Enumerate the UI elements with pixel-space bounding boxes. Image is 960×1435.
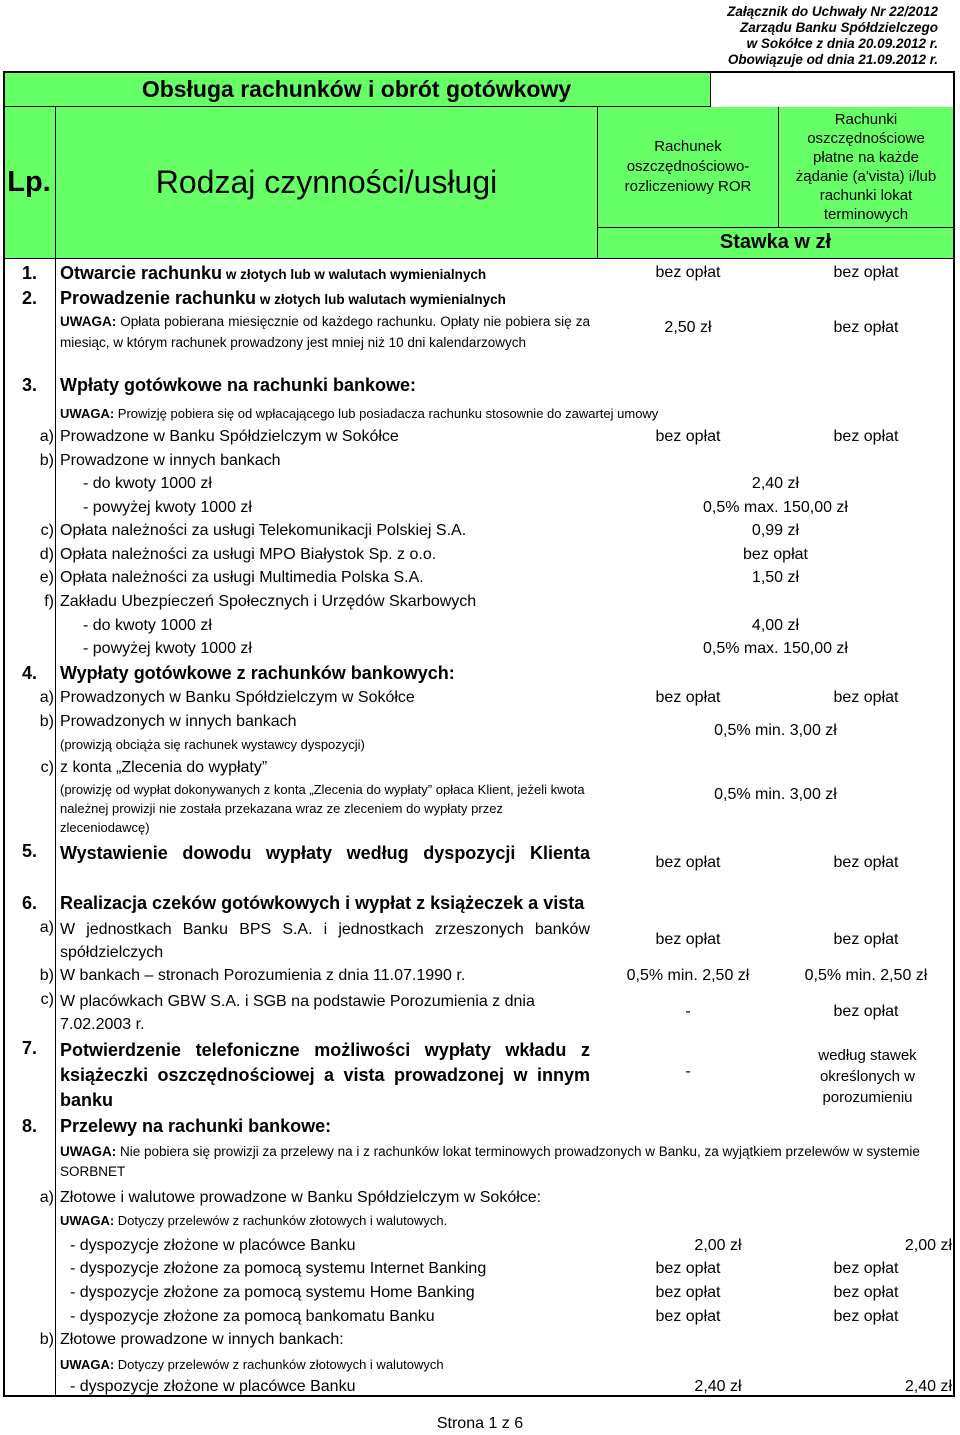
section-number: 5. [22,841,38,861]
item-letter: c) [40,991,54,1008]
subitem-label: - dyspozycje złożone w placówce Banku [70,1237,356,1254]
ror-value: bez opłat [655,1284,721,1301]
item-label: Opłata należności za usługi Telekomunikacji Polskiej S.A. [60,522,467,539]
note-text: Opłata pobierana miesięcznie od każdego rachunku. Opłaty nie pobiera się za miesiąc, w którym rachunek prowadzony jest mniej niż 10 dni kalendarzowych [60,314,590,350]
note-text: Prowizję pobiera się od wpłacającego lub posiadacza rachunku stosownie do zawartej umowy [114,406,659,421]
section-title: Wypłaty gotówkowe z rachunków bankowych: [60,663,455,683]
annex-note [727,4,938,68]
ror-value: 2,40 zł [694,1378,742,1395]
rate-value: 1,50 zł [751,569,800,586]
rate-value: 0,5% max. 150,00 zł [703,640,848,657]
item-letter: c) [40,522,54,539]
item-label: Opłata należności za usługi Multimedia Polska S.A. [60,569,424,586]
note-label: UWAGA: [60,314,117,329]
ror-value: bez opłat [655,1308,721,1325]
subitem-label: - dyspozycje złożone za pomocą systemu Home Banking [70,1284,475,1301]
savings-value: bez opłat [833,854,899,871]
section-title: Wpłaty gotówkowe na rachunki bankowe: [60,375,417,395]
ror-value: bez opłat [655,854,721,871]
subitem-label: - powyżej kwoty 1000 zł [83,499,252,516]
item-label: Prowadzone w innych bankach [60,452,281,469]
item-label: Opłata należności za usługi MPO Białystok Sp. z o.o. [60,546,437,563]
item-label: Zakładu Ubezpieczeń Społecznych i Urzędów Skarbowych [60,593,477,610]
ror-value: 2,00 zł [694,1237,742,1254]
item-sublabel: (prowizją obciąża się rachunek wystawcy dyspozycji) [60,737,365,752]
column-header-savings-text: Rachunki oszczędnościowe płatne na każde żądanie (a'vista) i/lub rachunki lokat terminowych [795,111,937,223]
item-letter: b) [39,713,54,730]
item-label: z konta „Zlecenia do wypłaty” [60,759,268,776]
item-letter: a) [39,428,54,445]
section-number: 8. [22,1116,38,1136]
item-letter: b) [39,1331,54,1348]
item-label: Prowadzonych w Banku Spółdzielczym w Sokółce [60,689,415,706]
subitem-label: - dyspozycje złożone za pomocą systemu Internet Banking [70,1260,487,1277]
annex-line: Zarządu Banku Spółdzielczego [739,20,938,35]
ror-value: 0,5% min. 2,50 zł [626,967,750,984]
annex-line: Obowiązuje od dnia 21.09.2012 r. [727,52,938,67]
item-note [60,1211,447,1231]
section-title [60,288,506,310]
page-title: Obsługa rachunków i obrót gotówkowy [3,71,710,107]
subitem-label: - powyżej kwoty 1000 zł [83,640,252,657]
header-divider [598,227,953,228]
rate-value: 0,5% max. 150,00 zł [703,499,848,516]
annex-line: Załącznik do Uchwały Nr 22/2012 [727,4,938,19]
ror-value: bez opłat [655,931,721,948]
ror-value: bez opłat [655,428,721,445]
section-number: 3. [22,375,38,395]
header-bottom-line [3,258,955,259]
savings-value: bez opłat [833,1284,899,1301]
item-letter: e) [39,569,54,586]
subitem-label: - dyspozycje złożone w placówce Banku [70,1378,356,1395]
section-note [60,1142,950,1182]
subitem-label: - do kwoty 1000 zł [83,475,212,492]
header-divider [710,71,711,107]
item-label: W placówkach GBW S.A. i SGB na podstawie Porozumienia z dnia 7.02.2003 r. [60,993,535,1033]
savings-value: 2,40 zł [904,1378,952,1395]
item-label: Złotowe prowadzone w innych bankach: [60,1331,344,1348]
section-number: 2. [22,288,38,308]
column-header-lp: Lp. [3,107,55,258]
note-label: UWAGA: [60,1213,115,1228]
rate-value: bez opłat [743,546,808,563]
section-title-bold: Prowadzenie rachunku [60,288,257,308]
rate-value: 2,40 zł [751,475,800,492]
savings-value: według stawek określonych w porozumieniu [818,1047,917,1106]
savings-value: bez opłat [833,1003,899,1020]
item-letter: a) [39,919,54,936]
ror-value: bez opłat [655,1260,721,1277]
ror-value: 2,50 zł [664,319,712,336]
savings-value: bez opłat [833,1260,899,1277]
section-title-small: w złotych lub walutach wymienialnych [256,292,506,307]
page-number: Strona 1 z 6 [436,1415,524,1432]
savings-value: bez opłat [833,931,899,948]
section-title: Wystawienie dowodu wypłaty według dyspozycji Klienta [60,843,590,863]
item-label: W bankach – stronach Porozumienia z dnia 11.07.1990 r. [60,967,466,984]
annex-line: w Sokółce z dnia 20.09.2012 r. [746,36,938,51]
ror-value: - [685,1003,691,1020]
savings-value: 2,00 zł [904,1237,952,1254]
subitem-label: - do kwoty 1000 zł [83,617,212,634]
grid-line-lp [55,107,56,1397]
note-text: Nie pobiera się prowizji za przelewy na i z rachunków lokat terminowych prowadzonych w Banku, za wyjątkiem przelewów w systemie SORBNET [60,1144,920,1179]
item-letter: b) [39,967,54,984]
item-letter: c) [40,759,54,776]
rate-value: 4,00 zł [751,617,800,634]
item-letter: a) [39,1189,54,1206]
savings-value: bez opłat [833,428,899,445]
savings-value: bez opłat [833,1308,899,1325]
note-label: UWAGA: [60,1144,117,1159]
section-title: Potwierdzenie telefoniczne możliwości wypłaty wkładu z książeczki oszczędnościowej a vista prowadzonej w innym banku [60,1040,590,1110]
section-title-bold: Otwarcie rachunku [60,263,223,283]
column-header-ror-text: Rachunek oszczędnościowo-rozliczeniowy ROR [624,138,752,195]
note-text: Dotyczy przelewów z rachunków złotowych i walutowych. [114,1213,448,1228]
item-letter: b) [39,452,54,469]
note-text: Dotyczy przelewów z rachunków złotowych i walutowych [114,1357,444,1372]
ror-value: bez opłat [655,264,721,281]
section-title: Realizacja czeków gotówkowych i wypłat z książeczek a vista [60,893,585,913]
section-note [60,311,590,353]
rate-value: 0,5% min. 3,00 zł [714,722,837,739]
savings-value: bez opłat [833,319,899,336]
note-label: UWAGA: [60,1357,115,1372]
savings-value: bez opłat [833,264,899,281]
section-number: 1. [22,263,38,283]
ror-value: bez opłat [655,689,721,706]
item-label: Złotowe i walutowe prowadzone w Banku Spółdzielczym w Sokółce: [60,1189,542,1206]
ror-value: - [685,1063,691,1080]
note-label: UWAGA: [60,406,115,421]
item-letter: a) [39,689,54,706]
section-title [60,263,486,285]
item-note [60,1355,444,1375]
item-letter: f) [44,593,54,610]
item-label: Prowadzone w Banku Spółdzielczym w Sokółce [60,428,399,445]
section-title-small: w złotych lub w walutach wymienialnych [222,267,487,282]
section-number: 6. [22,893,38,913]
savings-value: bez opłat [833,689,899,706]
item-letter: d) [39,546,54,563]
subitem-label: - dyspozycje złożone za pomocą bankomatu Banku [70,1308,435,1325]
grid-line-service [597,107,598,258]
item-label: W jednostkach Banku BPS S.A. i jednostkach zrzeszonych banków spółdzielczych [60,921,590,961]
rate-value: 0,99 zł [751,522,800,539]
section-note [60,404,658,424]
item-label: Prowadzonych w innych bankach [60,713,297,730]
section-title: Przelewy na rachunki bankowe: [60,1116,332,1136]
item-sublabel: (prowizję od wypłat dokonywanych z konta „Zlecenia do wypłaty” opłaca Klient, jeżeli kwota należnej prowizji nie została przekazana wraz ze zleceniem do wypłaty przez zleceniodawcę) [60,782,585,835]
savings-value: 0,5% min. 2,50 zł [804,967,928,984]
rate-value: 0,5% min. 3,00 zł [714,786,837,803]
column-header-service: Rodzaj czynności/usługi [56,107,597,258]
column-header-rate: Stawka w zł [598,227,953,258]
section-number: 4. [22,663,38,683]
grid-line-ror [778,107,779,227]
section-number: 7. [22,1038,38,1058]
